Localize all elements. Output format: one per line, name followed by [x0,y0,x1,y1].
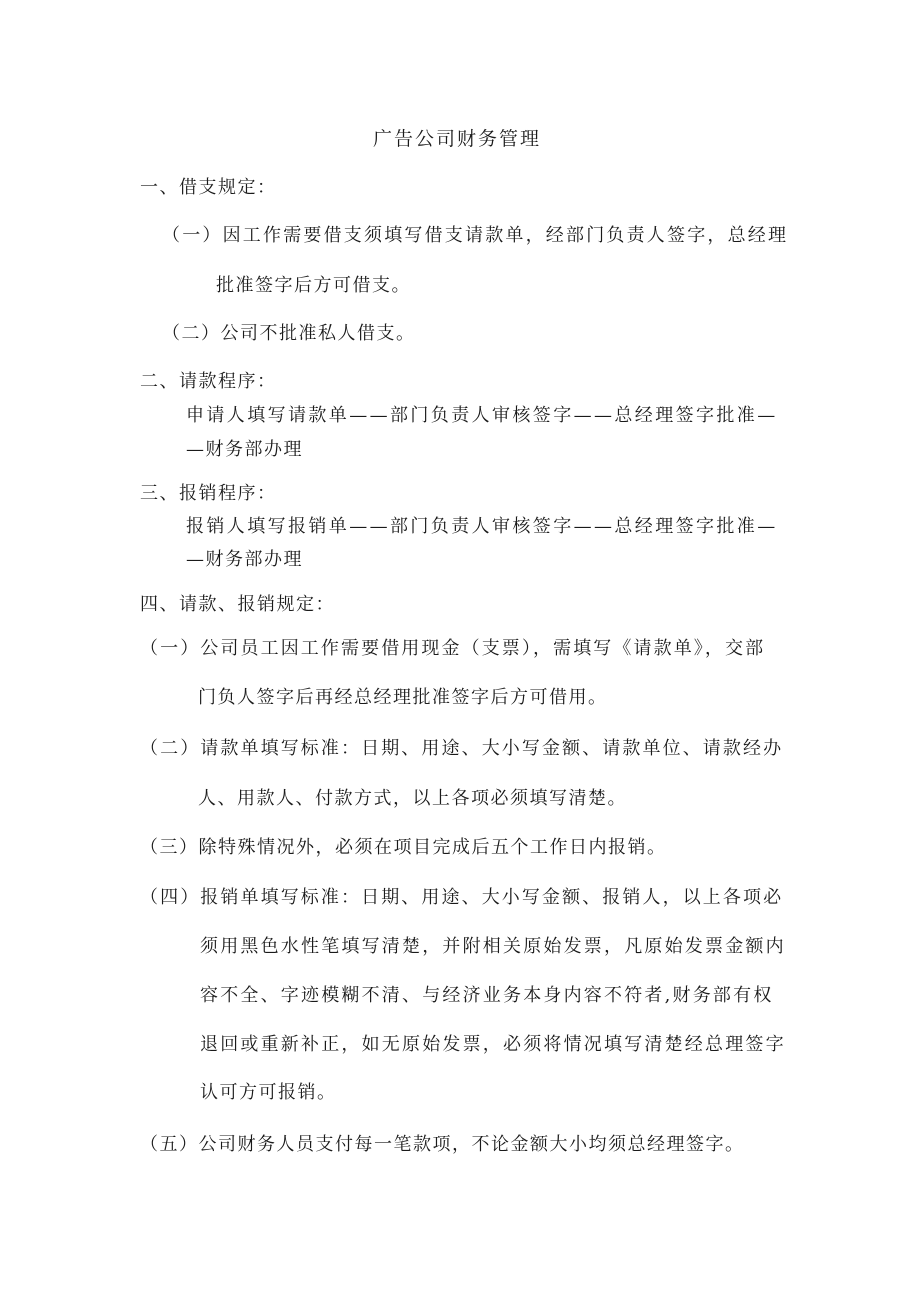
section-heading-request-reimbursement-rules: 四、请款、报销规定： [140,594,335,615]
reimbursement-flow-line-2: —财务部办理 [186,549,303,570]
rule-4-3-line-1: （三）除特殊情况外，必须在项目完成后五个工作日内报销。 [140,837,667,858]
section-heading-reimbursement: 三、报销程序： [140,483,277,504]
section-heading-payment-request: 二、请款程序： [140,371,277,392]
rule-4-4-line-3: 容不全、字迹模糊不清、与经济业务本身内容不符者,财务部有权 [200,985,774,1006]
rule-4-4-line-2: 须用黑色水性笔填写清楚，并附相关原始发票，凡原始发票金额内 [200,936,786,957]
rule-4-2-line-2: 人、用款人、付款方式，以上各项必须填写清楚。 [198,788,627,809]
borrowing-rule-2-line-1: （二）公司不批准私人借支。 [162,323,416,344]
borrowing-rule-1-line-1: （一）因工作需要借支须填写借支请款单，经部门负责人签字，总经理 [162,225,789,246]
rule-4-1-line-2: 门负人签字后再经总经理批准签字后方可借用。 [198,687,608,708]
borrowing-rule-1-line-2: 批准签字后方可借支。 [216,275,411,296]
document-title: 广告公司财务管理 [373,128,542,150]
rule-4-4-line-5: 认可方可报销。 [200,1082,337,1103]
rule-4-5-line-1: （五）公司财务人员支付每一笔款项，不论金额大小均须总经理签字。 [140,1134,745,1155]
section-heading-borrowing: 一、借支规定： [140,177,277,198]
rule-4-2-line-1: （二）请款单填写标准：日期、用途、大小写金额、请款单位、请款经办 [140,738,784,759]
payment-request-flow-line-2: —财务部办理 [186,439,303,460]
rule-4-4-line-1: （四）报销单填写标准：日期、用途、大小写金额、报销人，以上各项必 [140,887,784,908]
payment-request-flow-line-1: 申请人填写请款单——部门负责人审核签字——总经理签字批准— [186,405,778,426]
reimbursement-flow-line-1: 报销人填写报销单——部门负责人审核签字——总经理签字批准— [186,516,778,537]
rule-4-1-line-1: （一）公司员工因工作需要借用现金（支票），需填写《请款单》，交部 [140,638,766,659]
rule-4-4-line-4: 退回或重新补正，如无原始发票，必须将情况填写清楚经总理签字 [200,1034,786,1055]
